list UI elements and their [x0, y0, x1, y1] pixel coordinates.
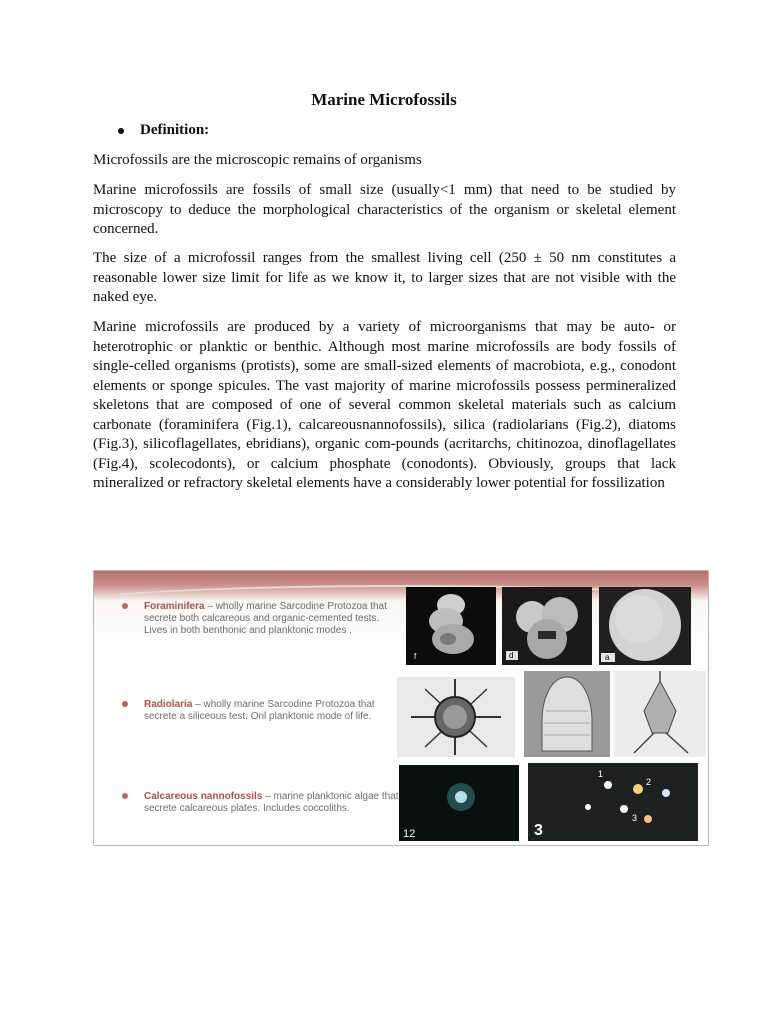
microfossil-figure [93, 570, 709, 846]
figure-item-text: – marine planktonic algae that secrete calcareous plates. Includes coccoliths. [144, 791, 399, 814]
page-title: Marine Microfossils [311, 90, 457, 109]
paragraph-2: Marine microfossils are fossils of small size (usually<1 mm) that need to be studied by microscopy to deduce the morphological characteristics of the organism or skeletal element concerned. [93, 182, 676, 237]
photo-label: 3 [632, 813, 638, 823]
photo-label: 1 [598, 769, 604, 779]
photo-label: 12 [403, 828, 416, 840]
figure-item-heading: Foraminifera [144, 601, 205, 612]
photo-label: f [414, 652, 417, 661]
foraminifera-photo-2 [502, 587, 592, 665]
definition-heading: Definition: [140, 122, 210, 138]
bullet-dot-icon [122, 701, 128, 707]
photo-label: a [605, 653, 610, 662]
bullet-dot-icon [122, 793, 128, 799]
bullet-dot-icon [122, 603, 128, 609]
figure-item-heading: Radiolaria [144, 699, 193, 710]
foraminifera-photo-3 [599, 587, 691, 665]
foraminifera-photo-1 [406, 587, 496, 665]
paragraph-4: Marine microfossils are produced by a variety of microorganisms that may be auto- or heterotrophic or planktic or benthic. Although most marine microfossils are body fossils of single-celled organisms (protists), some are small-sized elements of macrobiota, e.g., conodont elements or sponge spicules. The vast majority of marine microfossils possess permineralized skeletons that are composed of one of several common skeletal materials such as calcium carbonate (foraminifera (Fig.1), calcareousnannofossils), silica (radiolarians (Fig.2), diatoms (Fig.3), silicoflagellates, ebridians), organic com-pounds (acritarchs, chitinozoa, dinoflagellates (Fig.4), scolecodonts), or calcium phosphate (conodonts). Obviously, groups that lack mineralized or refractory skeletal elements have a considerably lower potential for fossilization [93, 319, 676, 491]
photo-label: d [509, 651, 514, 660]
bullet-dot-icon [118, 128, 124, 134]
radiolaria-photo-1 [397, 677, 515, 757]
figure-item-text: – wholly marine Sarcodine Protozoa that secrete a siliceous test. Onl planktonic mode of life. [144, 699, 375, 722]
definition-bullet [118, 122, 209, 139]
photo-label: 2 [646, 777, 652, 787]
nannofossil-photo-1 [399, 765, 519, 841]
nannofossil-photo-2 [528, 763, 698, 841]
photo-label: 3 [534, 822, 543, 839]
paragraph-3: The size of a microfossil ranges from the smallest living cell (250 ± 50 nm constitutes a reasonable lower size limit for life as we know it, to larger sizes that are not visible with the naked eye. [93, 250, 676, 305]
paragraph-1: Microfossils are the microscopic remains of organisms [93, 152, 422, 168]
figure-item-text: – wholly marine Sarcodine Protozoa that secrete both calcareous and organic-cemented tests. Lives in both benthonic and planktonic modes . [144, 601, 387, 636]
radiolaria-photo-2 [524, 671, 610, 757]
radiolaria-photo-3 [614, 671, 706, 757]
figure-item-heading: Calcareous nannofossils [144, 791, 263, 802]
